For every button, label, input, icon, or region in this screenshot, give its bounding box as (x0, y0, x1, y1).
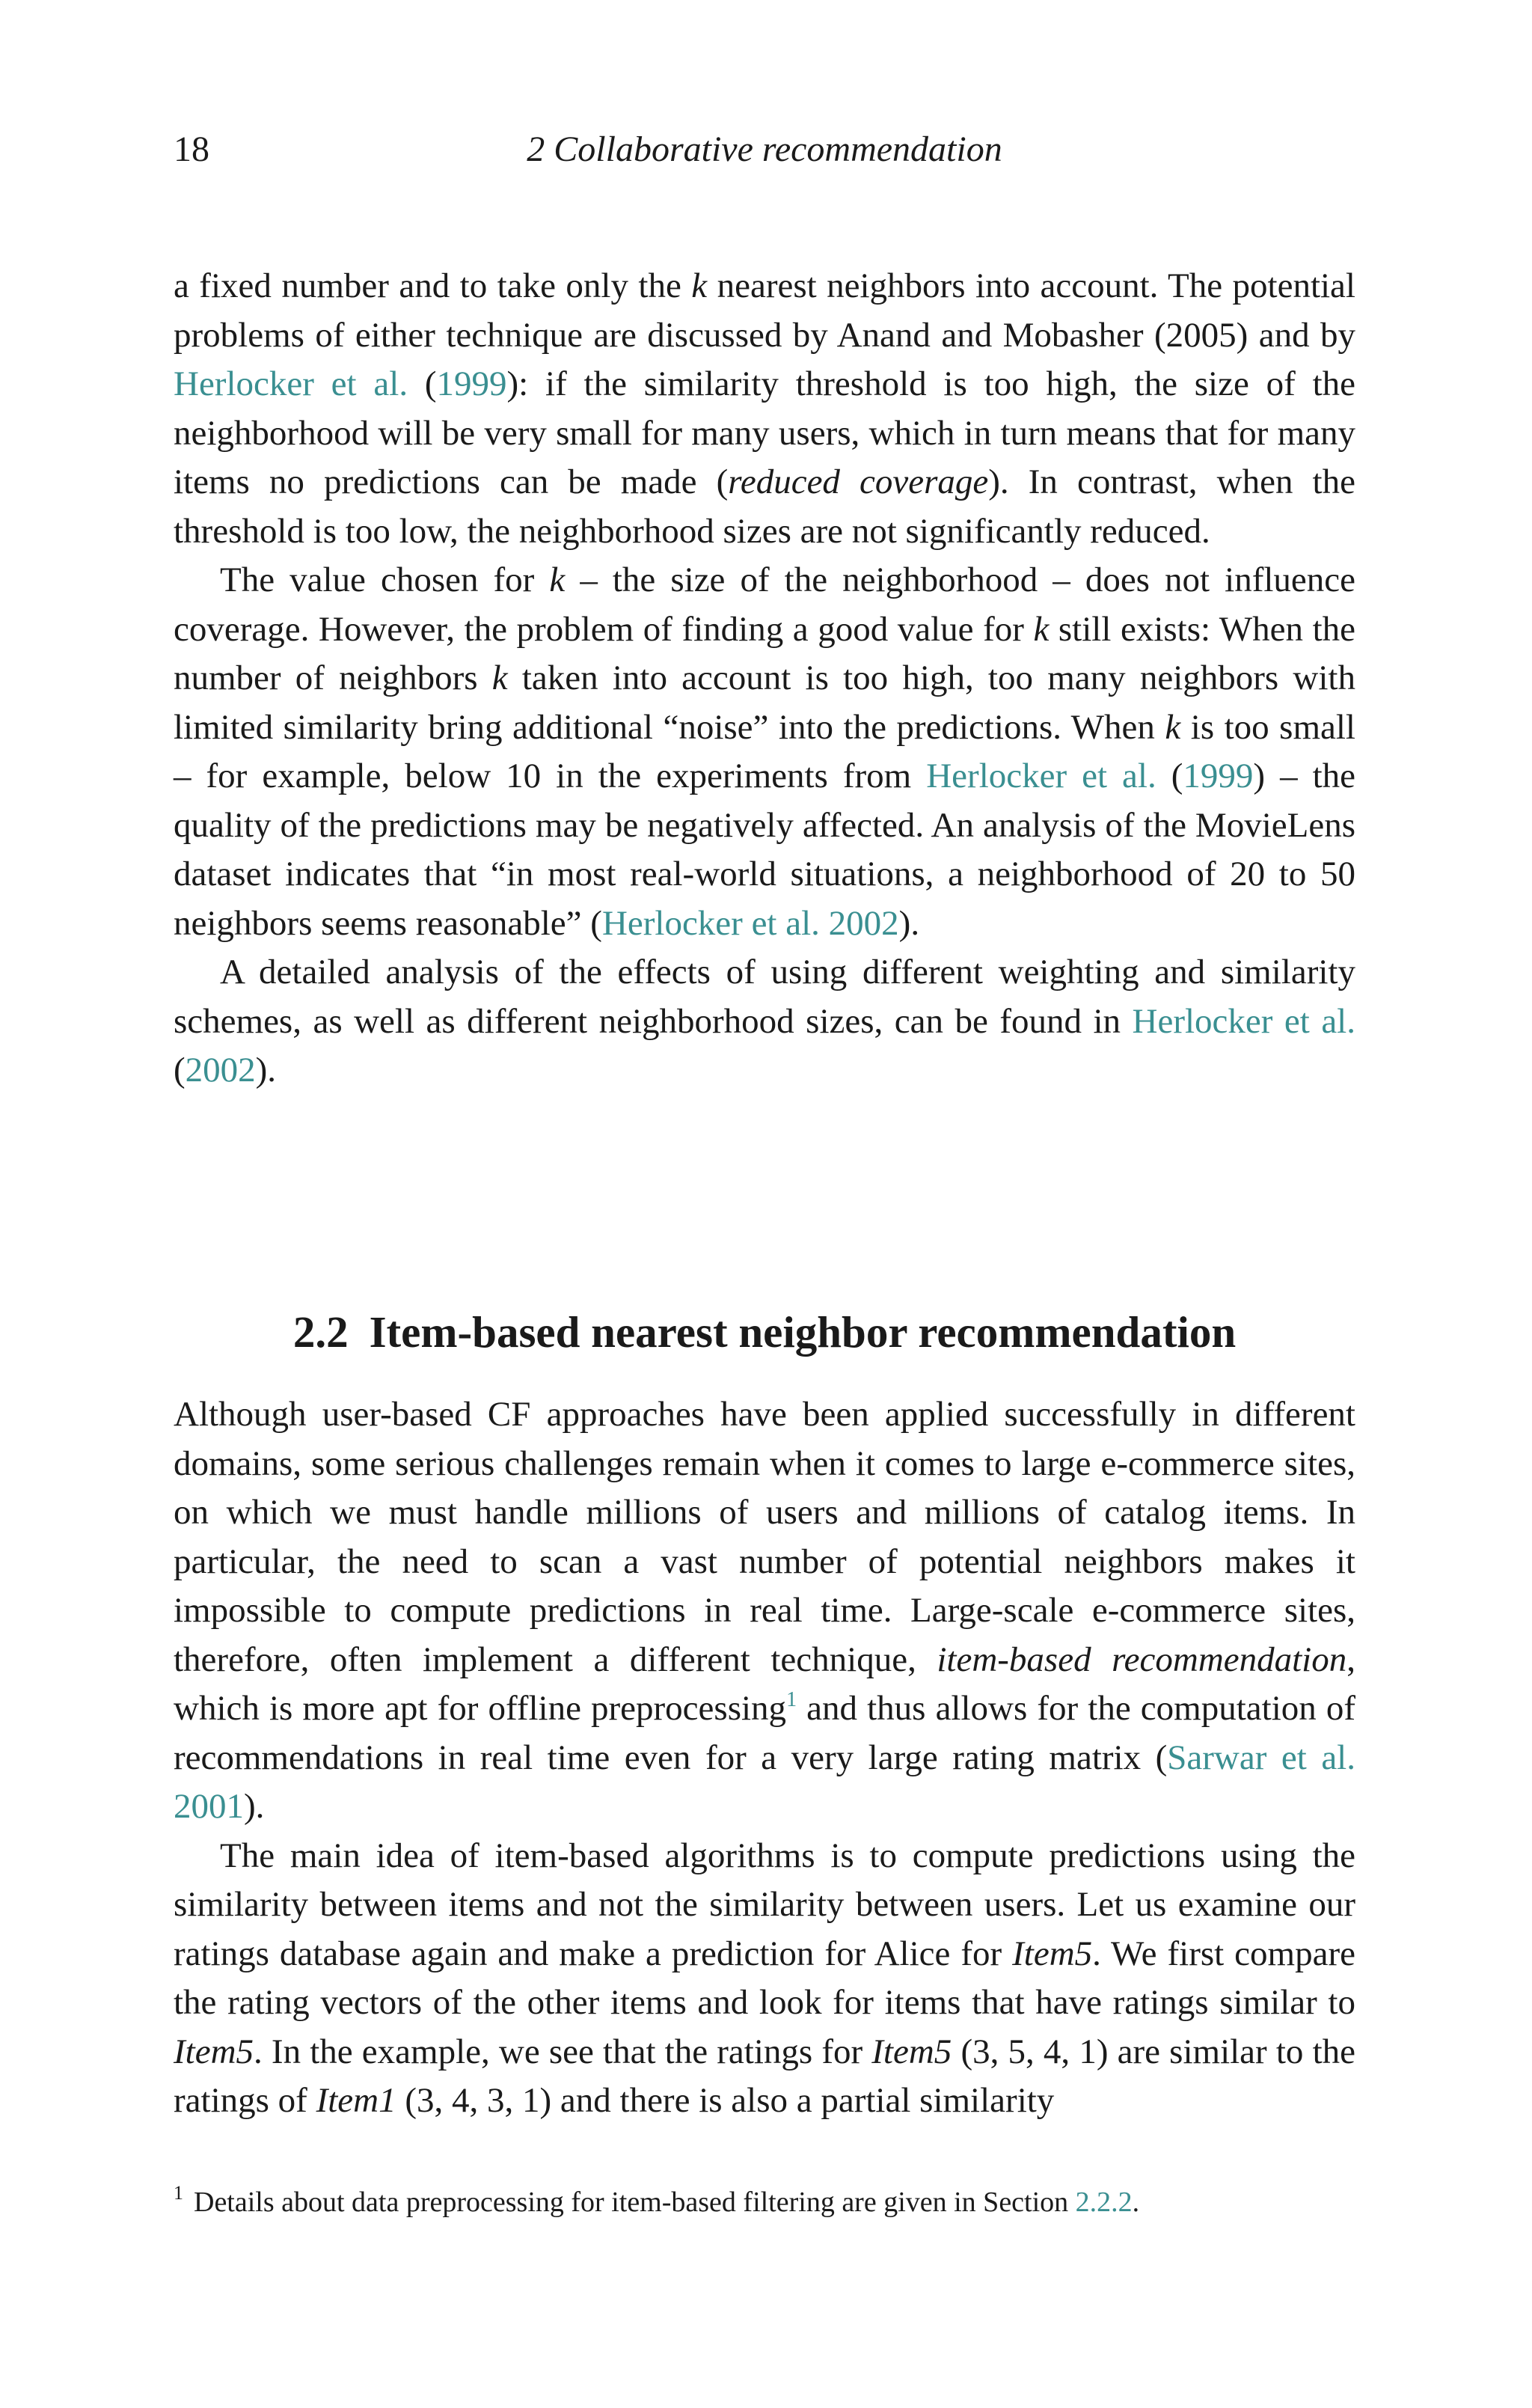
paragraph-detailed-analysis: A detailed analysis of the effects of using different weighting and similarity schemes, as well as different neighborhood sizes, can be found in Herlocker et al. (2002). (174, 953, 1355, 1090)
citation-link[interactable]: Sarwar et al. 2001 (174, 1738, 1355, 1826)
footnote: $^1$ Details about data preprocessing for item-based filtering are given in Section 2.2.2. (174, 2182, 1140, 2218)
citation-year-link[interactable]: 1999 (436, 364, 507, 403)
footnote-mark: 1 (174, 2182, 183, 2204)
citation-link[interactable]: Herlocker et al. (174, 364, 408, 403)
citation-year-link[interactable]: 1999 (1183, 757, 1254, 795)
section-number: 2.2 (292, 1307, 349, 1357)
paragraph-item-similarity: The main idea of item-based algorithms is to compute predictions using the similarity between items and not the similarity between users. Let us examine our ratings database again and make a prediction for Alice for Item5. We first compare the rating vectors of the other items and look for items that have ratings similar to Item5. In the example, we see that the ratings for Item5 (3, 5, 4, 1) are similar to the ratings of Item1 (3, 4, 3, 1) and there is also a partial similarity (174, 1836, 1355, 2120)
paragraph-neighborhood-threshold: a fixed number and to take only the k nearest neighbors into account. The potential problems of either technique are discussed by Anand and Mobasher (2005) and by Herlocker et al. (1999): if the similarity threshold is too high, the size of the neighborhood will be very small for many users, which in turn means that for many items no predictions can be made (reduced coverage). In contrast, when the threshold is too low, the neighborhood sizes are not significantly reduced. (174, 266, 1355, 551)
footnote-text: Details about data preprocessing for item-based filtering are given in Section (194, 2187, 1076, 2218)
section-heading (174, 1302, 1355, 1362)
citation-link[interactable]: Herlocker et al. (1132, 1001, 1355, 1041)
citation-link[interactable]: Herlocker et al. 2002 (601, 903, 899, 943)
running-head (174, 126, 1355, 174)
body-text-bottom (174, 1390, 1355, 2126)
footnote-reference[interactable]: 1 (786, 1688, 797, 1711)
body-text-top (174, 262, 1355, 1095)
citation-year-link[interactable]: 2002 (185, 1051, 256, 1090)
paragraph-k-value: The value chosen for k – the size of the neighborhood – does not influence coverage. However, the problem of finding a good value for k still exists: When the number of neighbors k taken into account is too high, too many neighbors with limited similarity bring additional “noise” into the predictions. When k is too small – for example, below 10 in the experiments from Herlocker et al. (1999) – the quality of the predictions may be negatively affected. An analysis of the MovieLens dataset indicates that “in most real-world situations, a neighborhood of 20 to 50 neighbors seems reasonable” (Herlocker et al. 2002). (174, 560, 1355, 943)
section-reference-link[interactable]: 2.2.2 (1075, 2187, 1133, 2218)
page-number: 18 (174, 129, 209, 169)
citation-link[interactable]: Herlocker et al. (926, 757, 1156, 795)
section-title: Item-based nearest neighbor recommendation (369, 1307, 1237, 1357)
running-title: 2 Collaborative recommendation (527, 129, 1002, 169)
paragraph-item-based-intro: Although user-based CF approaches have been applied successfully in different domains, some serious challenges remain when it comes to large e-commerce sites, on which we must handle millions of users and millions of catalog items. In particular, the need to scan a vast number of potential neighbors makes it impossible to compute predictions in real time. Large-scale e-commerce sites, therefore, often implement a different technique, item-based recommendation, which is more apt for offline preprocessing$^1$ and thus allows for the computation of recommendations in real time even for a very large rating matrix (Sarwar et al. 2001). (174, 1395, 1355, 1826)
